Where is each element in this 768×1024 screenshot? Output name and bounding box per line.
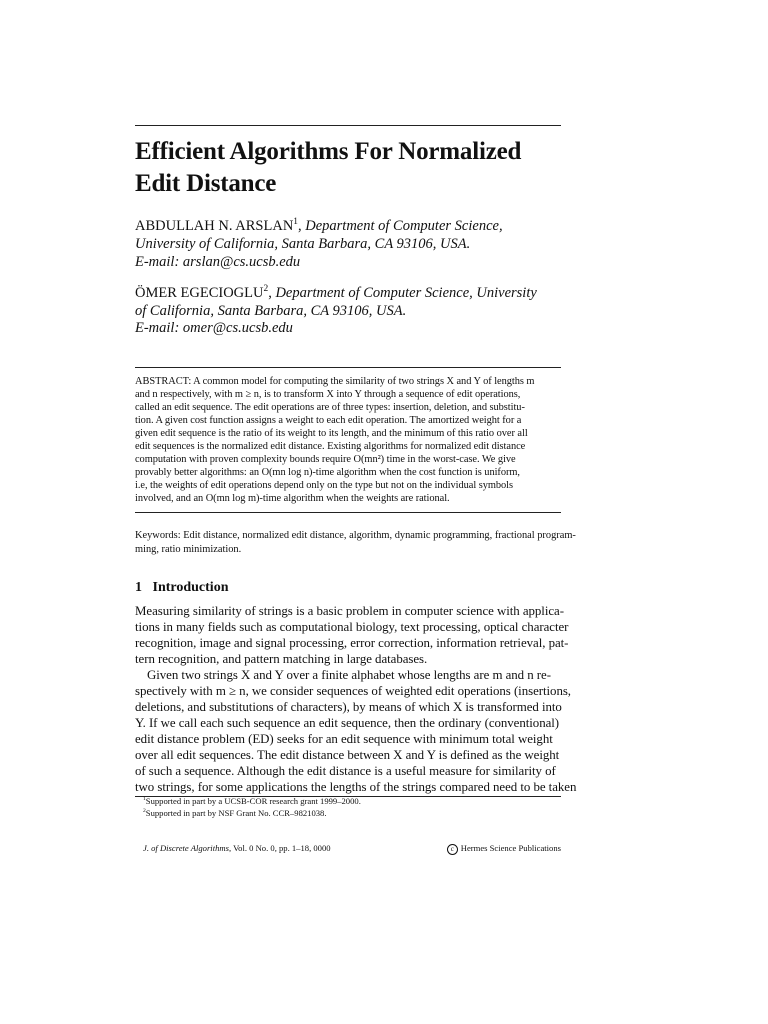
- footnote-mark: 1: [143, 796, 146, 803]
- author-name: ÖMER EGECIOGLU: [135, 285, 264, 301]
- author-affiliation-line: University of California, Santa Barbara, CA 93106, USA.: [135, 236, 471, 252]
- abstract-line: ABSTRACT: A common model for computing the similarity of two strings X and Y of lengths m: [135, 376, 535, 387]
- abstract-line: provably better algorithms: an O(mn log n)-time algorithm when the cost function is uniform,: [135, 467, 520, 478]
- publisher-name: Hermes Science Publications: [460, 843, 561, 853]
- journal-citation: [143, 843, 331, 853]
- footnote-mark: 2: [143, 808, 146, 815]
- footnote-mark: 2: [263, 284, 269, 295]
- body-line: Measuring similarity of strings is a basic problem in computer science with applica-: [135, 604, 564, 618]
- body-line: two strings, for some applications the lengths of the strings compared need to be taken: [135, 780, 577, 794]
- abstract-line: computation with proven complexity bounds require O(mn²) time in the worst-case. We give: [135, 454, 516, 465]
- section-title: Introduction: [152, 580, 229, 595]
- author-email: E-mail: omer@cs.ucsb.edu: [135, 320, 293, 336]
- section-heading: [135, 580, 228, 596]
- abstract-line: edit sequences is the normalized edit distance. Existing algorithms for normalized edit distance: [135, 441, 526, 452]
- body-line: of such a sequence. Although the edit distance is a useful measure for similarity of: [135, 764, 556, 778]
- top-rule: [135, 125, 561, 126]
- author-name-line: ÖMER EGECIOGLU$^2$, Department of Computer Science, University: [135, 284, 537, 301]
- abstract-line: given edit sequence is the ratio of its weight to its length, and the minimum of this ratio over all: [135, 428, 528, 439]
- abstract-top-rule: [135, 367, 561, 368]
- author-name-line: ABDULLAH N. ARSLAN$^1$, Department of Computer Science,: [135, 217, 503, 234]
- footnote: [143, 796, 361, 806]
- body-line: Given two strings X and Y over a finite alphabet whose lengths are m and n re-: [147, 668, 551, 682]
- journal-name: J. of Discrete Algorithms: [143, 843, 229, 853]
- footnote-text: Supported in part by a UCSB-COR research grant 1999–2000.: [145, 796, 361, 806]
- author-email: E-mail: arslan@cs.ucsb.edu: [135, 254, 301, 270]
- copyright-icon: c: [447, 844, 458, 855]
- abstract-line: called an edit sequence. The edit operations are of three types: insertion, deletion, and substitu-: [135, 402, 525, 413]
- author-affiliation: Department of Computer Science, University: [275, 285, 537, 301]
- body-line: edit distance problem (ED) seeks for an edit sequence with minimum total weight: [135, 732, 553, 746]
- body-line: Y. If we call each such sequence an edit sequence, then the ordinary (conventional): [135, 716, 560, 730]
- abstract-line: involved, and an O(mn log m)-time algorithm when the weights are rational.: [135, 493, 450, 504]
- abstract-line: i.e, the weights of edit operations depend only on the type but not on the individual symbols: [135, 480, 514, 491]
- publisher-line: [447, 843, 561, 855]
- keywords-line: Keywords: Edit distance, normalized edit distance, algorithm, dynamic programming, fractional program-: [135, 530, 576, 541]
- body-line: spectively with m ≥ n, we consider sequences of weighted edit operations (insertions,: [135, 684, 571, 698]
- title-line: Edit Distance: [135, 170, 277, 197]
- footnote-text: Supported in part by NSF Grant No. CCR–9821038.: [145, 808, 327, 818]
- footnote-mark: 1: [293, 217, 298, 228]
- abstract-bottom-rule: [135, 512, 561, 513]
- body-line: tions in many fields such as computational biology, text processing, optical character: [135, 620, 569, 634]
- abstract-line: tion. A given cost function assigns a weight to each edit operation. The amortized weight for a: [135, 415, 522, 426]
- title-line: Efficient Algorithms For Normalized: [135, 138, 522, 165]
- author-name: ABDULLAH N. ARSLAN: [135, 218, 294, 234]
- section-number: 1: [135, 580, 142, 595]
- journal-volume: , Vol. 0 No. 0, pp. 1–18, 0000: [228, 843, 331, 853]
- keywords-line: ming, ratio minimization.: [135, 544, 242, 555]
- abstract-line: and n respectively, with m ≥ n, is to transform X into Y through a sequence of edit operations,: [135, 389, 521, 400]
- body-line: over all edit sequences. The edit distance between X and Y is defined as the weight: [135, 748, 560, 762]
- author-affiliation-line: of California, Santa Barbara, CA 93106, USA.: [135, 303, 407, 319]
- body-line: tern recognition, and pattern matching in large databases.: [135, 652, 428, 666]
- footnote: [143, 808, 327, 818]
- author-affiliation: Department of Computer Science,: [305, 218, 503, 234]
- body-line: recognition, image and signal processing, error correction, information retrieval, pat-: [135, 636, 569, 650]
- body-line: deletions, and substitutions of characters), by means of which X is transformed into: [135, 700, 562, 714]
